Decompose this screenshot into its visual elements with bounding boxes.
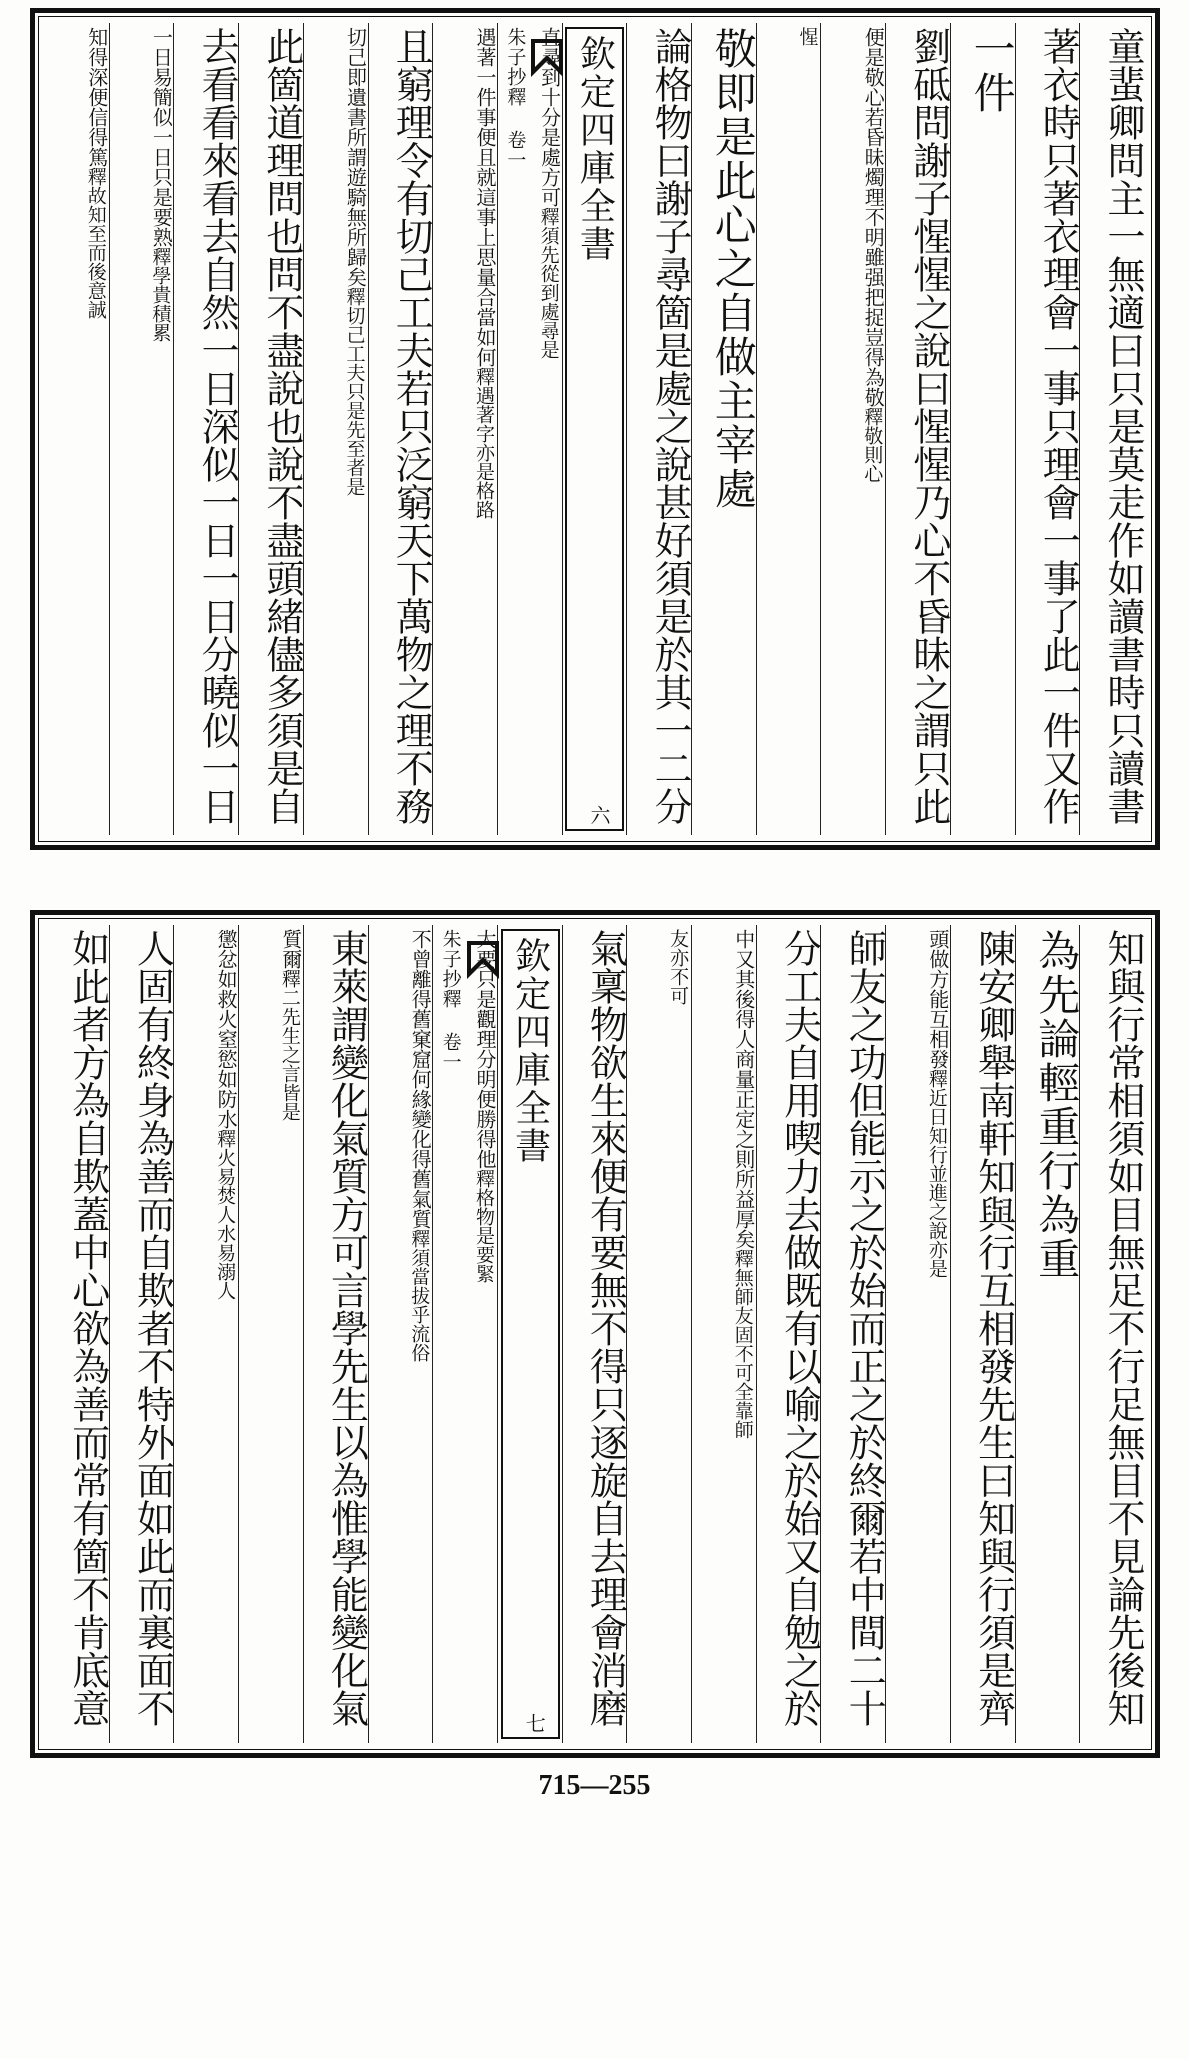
main-text: 著衣時只著衣理會一事只理會一事了此一件又作 xyxy=(1036,27,1081,825)
main-text: 頭做方能互相發 xyxy=(925,929,950,1069)
commentary-note: 釋遇著字亦是格路 xyxy=(472,367,495,519)
collection-title: 欽定四庫全書 xyxy=(501,929,560,1739)
commentary-note: 釋火易焚人水易溺人 xyxy=(214,1129,237,1300)
column-rule xyxy=(820,23,821,835)
leaf-number: 七 xyxy=(522,1713,547,1733)
text-column xyxy=(372,27,434,831)
text-column xyxy=(824,929,887,1739)
column-rule xyxy=(950,925,951,1743)
main-text: 如此者方為自欺蓋中心欲為善而常有箇不肯底意 xyxy=(65,929,110,1727)
text-column xyxy=(954,929,1016,1739)
main-text: 東萊謂變化氣質方可言學先生以為惟學能變化氣 xyxy=(324,929,369,1727)
book-and-volume: 朱子抄釋 卷一 xyxy=(439,929,462,1072)
text-column xyxy=(307,27,366,831)
commentary-note: 釋須先從到處尋是 xyxy=(537,207,560,359)
commentary-note: 惺 xyxy=(796,27,819,46)
commentary-note: 友亦不可 xyxy=(667,929,690,1005)
text-column xyxy=(824,27,886,831)
main-text: 人固有終身為善而自欺者不特外面如此而裏面不 xyxy=(130,929,175,1727)
text-column xyxy=(566,929,628,1739)
column-rule xyxy=(497,23,498,835)
text-column xyxy=(436,929,495,1739)
commentary-note: 釋無師友固不可全靠師 xyxy=(731,1249,754,1439)
main-text: 師友之功但能示之於始而正之於終爾若中間二十 xyxy=(842,929,887,1727)
text-column xyxy=(177,929,239,1739)
commentary-note: 釋二先生之言皆是 xyxy=(278,969,301,1121)
main-text: 且窮理令有切己工夫若只泛窮天下萬物之理不務 xyxy=(389,27,434,825)
main-text: 陳安卿舉南軒知與行互相發先生曰知與行須是齊 xyxy=(971,929,1016,1727)
text-column xyxy=(630,929,689,1739)
lower-columns xyxy=(45,925,1145,1743)
main-text: 切己即遺書所謂遊騎無所歸矣 xyxy=(343,27,368,287)
text-column xyxy=(113,929,175,1739)
text-column xyxy=(695,929,754,1739)
commentary-note: 釋切己工夫只是先至者是 xyxy=(343,287,366,496)
text-column xyxy=(1019,929,1082,1739)
main-text: 為先論輕重行為重 xyxy=(1032,929,1082,1281)
book-and-volume: 朱子抄釋 卷一 xyxy=(504,27,527,170)
column-rule xyxy=(109,23,110,835)
main-text: 不曾離得舊窠窟何緣變化得舊氣質 xyxy=(408,929,433,1229)
column-rule xyxy=(432,925,433,1743)
text-column xyxy=(501,27,560,831)
main-text: 知得深便信得篤 xyxy=(84,27,109,167)
main-text: 大要只是觀理分明便勝得他 xyxy=(472,929,497,1169)
main-text: 此箇道理問也問不盡說也說不盡頭緒儘多須是自 xyxy=(259,27,304,825)
column-rule xyxy=(691,925,692,1743)
column-rule xyxy=(238,925,239,1743)
text-column xyxy=(242,27,304,831)
text-column xyxy=(954,27,1017,831)
column-rule xyxy=(626,23,627,835)
column-rule xyxy=(1015,23,1016,835)
main-text: 氣稟物欲生來便有要無不得只逐旋自去理會消磨 xyxy=(583,929,628,1727)
column-rule xyxy=(885,23,886,835)
column-rule xyxy=(368,23,369,835)
column-rule xyxy=(562,925,563,1743)
commentary-note: 釋須當拔乎流俗 xyxy=(408,1229,431,1362)
leaf-number: 六 xyxy=(587,805,611,825)
text-column xyxy=(242,929,301,1739)
column-rule xyxy=(562,23,563,835)
collection-title: 欽定四庫全書 xyxy=(565,27,624,831)
text-column xyxy=(1083,27,1145,831)
upper-columns xyxy=(45,23,1145,835)
commentary-note: 釋敬則心 xyxy=(861,407,884,483)
main-text: 一日易簡似一日只是要熟 xyxy=(149,27,174,247)
commentary-note: 釋學貴積累 xyxy=(149,247,172,342)
lower-page-frame xyxy=(30,910,1160,1758)
main-text: 便是敬心若昏昧燭理不明雖强把捉豈得為敬 xyxy=(861,27,886,407)
text-column xyxy=(113,27,172,831)
text-column xyxy=(1019,27,1081,831)
column-rule xyxy=(303,925,304,1743)
column-rule xyxy=(173,23,174,835)
text-column xyxy=(1083,929,1145,1739)
column-rule xyxy=(756,925,757,1743)
text-column xyxy=(177,27,240,831)
commentary-note: 釋格物是要緊 xyxy=(472,1169,495,1283)
main-text: 去看看來看去自然一日深似一日一日分曉似一日 xyxy=(195,27,240,825)
main-text: 直尋到十分是處方可 xyxy=(537,27,562,207)
main-text: 劉砥問謝子惺惺之說曰惺惺乃心不昏昧之謂只此 xyxy=(906,27,951,825)
text-column xyxy=(630,27,693,831)
text-column xyxy=(695,27,758,831)
main-text: 童蜚卿問主一無適曰只是莫走作如讀書時只讀書 xyxy=(1101,27,1145,825)
text-column xyxy=(48,27,107,831)
commentary-note: 釋故知至而後意誠 xyxy=(84,167,107,319)
text-column xyxy=(889,27,951,831)
text-column xyxy=(889,929,948,1739)
main-text: 知與行常相須如目無足不行足無目不見論先後知 xyxy=(1101,929,1145,1727)
text-column xyxy=(372,929,431,1739)
upper-page-frame xyxy=(30,8,1160,850)
text-column xyxy=(307,929,369,1739)
text-column xyxy=(760,27,819,831)
main-text: 敬即是此心之自做主宰處 xyxy=(708,27,758,511)
column-rule xyxy=(497,925,498,1743)
main-text: 中又其後得人商量正定之則所益厚矣 xyxy=(731,929,756,1249)
page-number: 715—255 xyxy=(538,1770,651,1801)
main-text: 一件 xyxy=(967,27,1017,115)
text-column xyxy=(760,929,822,1739)
main-text: 質爾 xyxy=(278,929,303,969)
main-text: 懲忿如救火窒慾如防水 xyxy=(214,929,239,1129)
text-column xyxy=(48,929,110,1739)
main-text: 論格物曰謝子尋箇是處之說甚好須是於其一二分 xyxy=(648,27,693,825)
commentary-note: 釋近日知行並進之說亦是 xyxy=(925,1069,948,1278)
main-text: 遇著一件事便且就這事上思量合當如何 xyxy=(472,27,497,367)
text-column xyxy=(436,27,495,831)
main-text: 分工夫自用喫力去做既有以喻之於始又自勉之於 xyxy=(777,929,822,1727)
